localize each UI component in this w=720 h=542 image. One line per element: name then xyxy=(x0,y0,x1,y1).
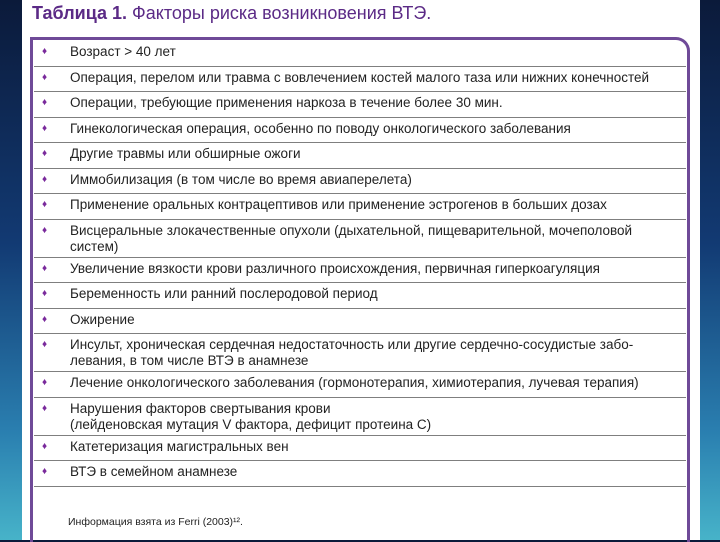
diamond-bullet-icon: ♦ xyxy=(42,122,48,134)
list-item-text: Применение оральных контрацептивов или применение эстрогенов в больших дозах xyxy=(70,197,607,212)
list-item xyxy=(34,258,686,284)
diamond-bullet-icon: ♦ xyxy=(42,173,48,185)
list-item-text: Иммобилизация (в том числе во время авиаперелета) xyxy=(70,171,412,187)
source-note: Информация взята из Ferri (2003)¹². xyxy=(68,516,243,528)
table-title xyxy=(32,3,431,24)
list-item xyxy=(34,220,686,258)
list-item-text: Висцеральные злокачественные опухоли (дыхательной, пищеварительной, мочеполовой систем) xyxy=(70,222,633,254)
table-number: Таблица 1. xyxy=(32,3,128,23)
list-item-text: Ожирение xyxy=(70,311,135,327)
slide xyxy=(22,0,700,540)
list-item xyxy=(34,143,686,169)
list-item-text: Нарушения факторов свертывания крови (лейденовская мутация V фактора, дефицит протеина С) xyxy=(70,400,432,432)
list-item-text: Инсульт, хроническая сердечная недостаточность или другие сердечно-сосудистые забо- левания, в том числе ВТЭ в анамнезе xyxy=(70,337,634,368)
diamond-bullet-icon: ♦ xyxy=(42,97,48,108)
list-item-text: Возраст > 40 лет xyxy=(70,44,176,59)
list-item xyxy=(34,92,686,118)
diamond-bullet-icon: ♦ xyxy=(42,262,48,274)
list-item-text: Операции, требующие применения наркоза в течение более 30 мин. xyxy=(70,95,503,110)
list-item-text: Гинекологическая операция, особенно по поводу онкологического заболевания xyxy=(70,120,571,136)
diamond-bullet-icon: ♦ xyxy=(42,440,48,452)
list-item xyxy=(34,283,686,309)
diamond-bullet-icon: ♦ xyxy=(42,288,48,299)
list-item-text: ВТЭ в семейном анамнезе xyxy=(70,464,238,479)
diamond-bullet-icon: ♦ xyxy=(42,148,48,159)
list-item-text: Операция, перелом или травма с вовлечением костей малого таза или нижних конечностей xyxy=(70,69,650,85)
list-item xyxy=(34,309,686,335)
list-item-text: Катетеризация магистральных вен xyxy=(70,438,289,454)
list-item-text: Другие травмы или обширные ожоги xyxy=(70,146,301,161)
diamond-bullet-icon: ♦ xyxy=(42,199,48,210)
list-item xyxy=(34,169,686,195)
list-item xyxy=(34,334,686,372)
diamond-bullet-icon: ♦ xyxy=(42,313,48,325)
list-item xyxy=(34,41,686,67)
risk-factor-list xyxy=(34,41,686,487)
diamond-bullet-icon: ♦ xyxy=(42,224,48,236)
diamond-bullet-icon: ♦ xyxy=(42,339,48,350)
diamond-bullet-icon: ♦ xyxy=(42,46,48,57)
diamond-bullet-icon: ♦ xyxy=(42,377,48,388)
list-item xyxy=(34,194,686,220)
diamond-bullet-icon: ♦ xyxy=(42,71,48,83)
list-item-text: Лечение онкологического заболевания (гормонотерапия, химиотерапия, лучевая терапия) xyxy=(70,375,639,390)
list-item xyxy=(34,461,686,487)
table-caption: Факторы риска возникновения ВТЭ. xyxy=(127,3,432,23)
diamond-bullet-icon: ♦ xyxy=(42,466,48,477)
list-item xyxy=(34,372,686,398)
list-item-text: Увеличение вязкости крови различного происхождения, первичная гиперкоагуляция xyxy=(70,260,600,276)
list-item xyxy=(34,436,686,462)
list-item xyxy=(34,398,686,436)
diamond-bullet-icon: ♦ xyxy=(42,402,48,414)
list-item xyxy=(34,118,686,144)
list-item-text: Беременность или ранний послеродовой период xyxy=(70,286,378,301)
list-item xyxy=(34,67,686,93)
